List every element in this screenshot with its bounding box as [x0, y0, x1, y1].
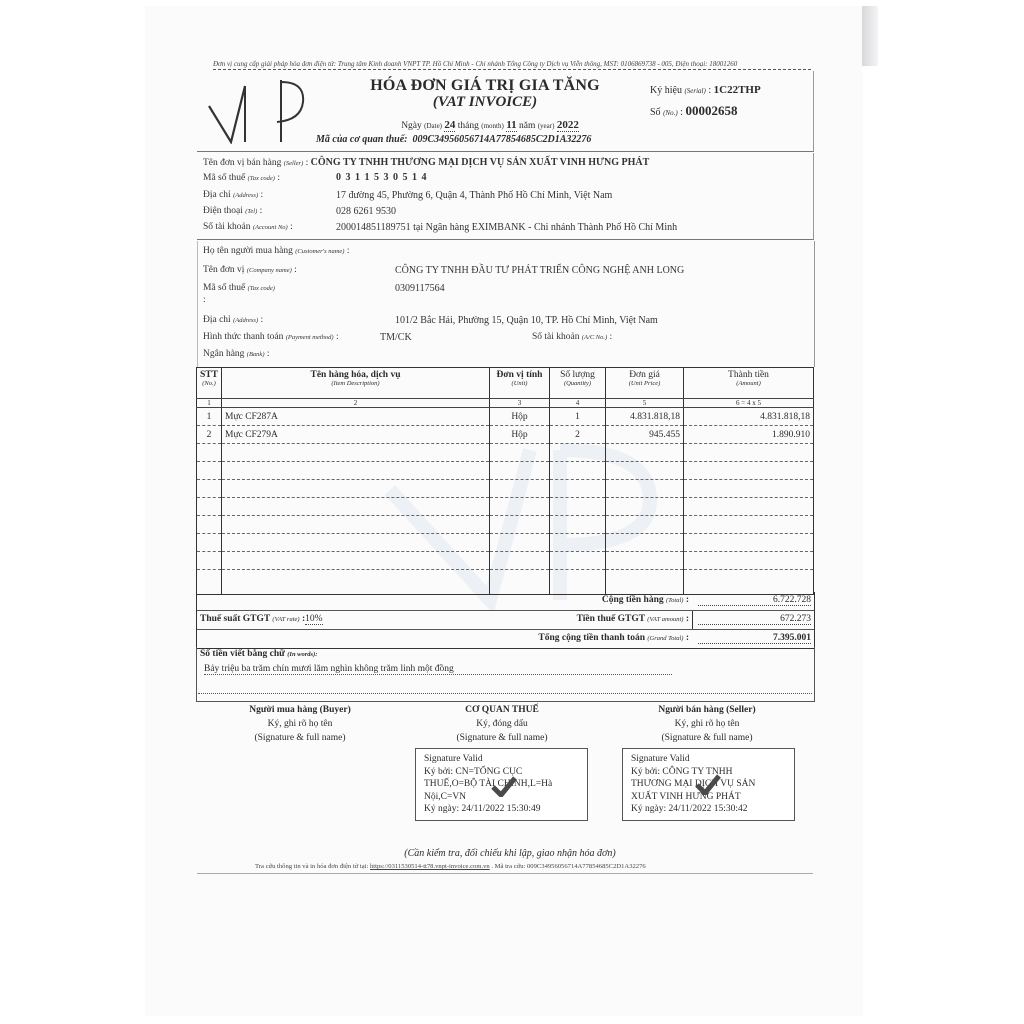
- footer-note: (Cần kiểm tra, đối chiếu khi lập, giao nhận hóa đơn): [404, 848, 616, 859]
- buyer-payment-label-text: Hình thức thanh toán: [203, 332, 284, 342]
- vat-row: [197, 611, 814, 630]
- seller-tax-label-text: Mã số thuế: [203, 173, 246, 183]
- buyer-payment-method: TM/CK: [380, 332, 412, 343]
- items-table: [196, 367, 814, 595]
- year-value: 2022: [556, 119, 579, 131]
- cell-quantity: 2: [550, 426, 606, 444]
- vat-rate-value: 10%: [305, 614, 323, 624]
- signed-by: THƯƠNG MẠI DỊCH VỤ SẢN: [631, 779, 756, 789]
- divider: [692, 611, 693, 629]
- buyer-tax-label: [203, 283, 275, 293]
- buyer-tax-code: 0309117564: [395, 283, 445, 294]
- buyer-signature-line2: (Signature & full name): [254, 733, 346, 743]
- year-label-en: (year): [537, 122, 555, 130]
- buyer-company-label: Tên đơn vị (Company name) :: [203, 265, 297, 275]
- cell-description: Mực CF287A: [222, 408, 490, 426]
- empty-table-row: [197, 570, 814, 595]
- serial-value: 1C22THP: [713, 84, 761, 96]
- seller-account: 200014851189751 tại Ngân hàng EXIMBANK - Chi nhánh Thành Phố Hồ Chí Minh: [336, 222, 678, 233]
- grand-total-label: Tổng cộng tiền thanh toán (Grand Total) :: [538, 633, 689, 643]
- signed-by: Ký bởi: CÔNG TY TNHH: [631, 766, 733, 777]
- col-header-amount: Thành tiền (Amount): [684, 368, 814, 399]
- buyer-address-label-text: Địa chỉ: [203, 315, 231, 325]
- vat-amount-value: 672.273: [698, 614, 811, 625]
- seller-address-label-text: Địa chỉ: [203, 190, 231, 200]
- vat-rate: Thuế suất GTGT (VAT rate) :10%: [200, 614, 323, 624]
- seller-address: 17 đường 45, Phường 6, Quận 4, Thành Phố Hồ Chí Minh, Việt Nam: [336, 190, 613, 201]
- empty-table-row: [197, 516, 814, 534]
- month-label-en: (month): [481, 122, 504, 130]
- seller-signature-line1: Ký, ghi rõ họ tên: [674, 719, 740, 729]
- buyer-tax-label-en: (Tax code): [247, 285, 275, 292]
- lookup-code-label: . Mã tra cứu:: [491, 863, 526, 870]
- signature-status: Signature Valid: [424, 754, 483, 764]
- empty-table-row: [197, 552, 814, 570]
- seller-account-label-text: Số tài khoản: [203, 222, 251, 232]
- buyer-address: 101/2 Bắc Hải, Phường 15, Quận 10, TP. Hồ Chí Minh, Việt Nam: [395, 315, 658, 326]
- seller-digital-signature[interactable]: [622, 748, 795, 821]
- col-header-unit-price: Đơn giá (Unit Price): [606, 368, 684, 399]
- seller-tel-label: Điện thoại (Tel) :: [203, 206, 263, 216]
- total-label: Cộng tiền hàng (Total) :: [601, 595, 689, 605]
- tax-authority-digital-signature[interactable]: [415, 748, 588, 821]
- buyer-customer-label-en: (Customer's name): [295, 248, 345, 255]
- index-cell: 6 = 4 x 5: [684, 399, 814, 408]
- provider-line: Đơn vị cung cấp giải pháp hóa đơn điện tử: Trung tâm Kinh doanh VNPT TP. Hồ Chí Minh - Chi nhánh Tổng Công ty Dịch vụ Viễn thông, MST: 0106869738 - 005, Điện thoại: 18001260: [213, 60, 811, 70]
- month-value: 11: [506, 119, 517, 131]
- cell-unit-price: 945.455: [606, 426, 684, 444]
- seller-signature-title: Người bán hàng (Seller): [658, 705, 756, 715]
- signed-by: Ký bởi: CN=TỔNG CỤC: [424, 766, 523, 777]
- buyer-bank-label-text: Ngân hàng: [203, 349, 245, 359]
- column-index-row: [197, 399, 814, 408]
- tax-authority-code: [316, 134, 591, 145]
- buyer-company: CÔNG TY TNHH ĐẦU TƯ PHÁT TRIỂN CÔNG NGHỆ ANH LONG: [395, 265, 685, 276]
- footer-lookup: [255, 863, 646, 870]
- buyer-company-label-text: Tên đơn vị: [203, 265, 245, 275]
- buyer-tax-colon: :: [203, 295, 206, 305]
- day-label: Ngày: [401, 121, 422, 131]
- table-header-row: [197, 368, 814, 399]
- cell-no: 1: [197, 408, 222, 426]
- signature-valid-check-icon: [695, 773, 721, 795]
- totals-section: [196, 592, 815, 649]
- buyer-address-label: Địa chỉ (Address) :: [203, 315, 264, 325]
- seller-signature-heading: [617, 703, 797, 745]
- cell-unit-price: 4.831.818,18: [606, 408, 684, 426]
- tax-authority-signature-title: CƠ QUAN THUẾ: [465, 705, 539, 715]
- lookup-code: 009C34956056714A77854685C2D1A32276: [526, 863, 646, 870]
- buyer-bank-label-en: (Bank): [246, 351, 265, 358]
- seller-name: CÔNG TY TNHH THƯƠNG MẠI DỊCH VỤ SẢN XUẤT VINH HƯNG PHÁT: [310, 157, 650, 168]
- empty-table-row: [197, 462, 814, 480]
- col-header-unit: Đơn vị tính (Unit): [490, 368, 550, 399]
- lookup-prefix: Tra cứu thông tin và in hóa đơn điện tử tại:: [255, 863, 369, 870]
- cell-quantity: 1: [550, 408, 606, 426]
- buyer-company-label-en: (Company name): [246, 267, 292, 274]
- seller-name-label-en: (Seller): [283, 160, 304, 167]
- signed-date: Ký ngày: 24/11/2022 15:30:42: [631, 804, 748, 814]
- buyer-account-label: Số tài khoản (A/C No.) :: [532, 332, 613, 342]
- seller-signature-line2: (Signature & full name): [661, 733, 753, 743]
- cell-amount: 4.831.818,18: [684, 408, 814, 426]
- invoice-title: HÓA ĐƠN GIÁ TRỊ GIA TĂNG: [370, 77, 600, 94]
- tax-authority-code-label: Mã của cơ quan thuế:: [316, 134, 408, 145]
- number-value: 00002658: [685, 103, 738, 118]
- tax-authority-signature-line1: Ký, đóng dấu: [476, 719, 528, 729]
- buyer-tax-label-text: Mã số thuế: [203, 283, 246, 293]
- serial-label: Ký hiệu: [650, 85, 682, 96]
- buyer-customer-label: Họ tên người mua hàng (Customer's name) :: [203, 246, 350, 256]
- empty-table-row: [197, 480, 814, 498]
- invoice-title-en: (VAT INVOICE): [432, 94, 538, 110]
- in-words-label: Số tiền viết bằng chữ (In words):: [200, 649, 318, 659]
- signed-by: THUẾ,O=BỘ TÀI CHÍNH,L=Hà: [424, 779, 553, 789]
- buyer-bank-label: Ngân hàng (Bank) :: [203, 349, 270, 359]
- col-header-quantity: Số lượng (Quantity): [550, 368, 606, 399]
- day-label-en: (Date): [424, 122, 443, 130]
- seller-tax-code: 0 3 1 1 5 3 0 5 1 4: [336, 172, 428, 183]
- table-row: [197, 426, 814, 444]
- cell-unit: Hộp: [490, 426, 550, 444]
- dotted-line: [198, 693, 812, 694]
- empty-table-row: [197, 444, 814, 462]
- col-header-description: Tên hàng hóa, dịch vụ (Item Description): [222, 368, 490, 399]
- seller-tel: 028 6261 9530: [336, 206, 396, 217]
- seller-tel-label-en: (Tel): [245, 208, 258, 215]
- buyer-payment-label: Hình thức thanh toán (Payment method) :: [203, 332, 339, 342]
- paper-edge-shadow: [862, 6, 878, 66]
- in-words-value: Bảy triệu ba trăm chín mươi lăm nghìn không trăm linh một đồng: [204, 664, 672, 675]
- day-value: 24: [444, 119, 456, 131]
- cell-unit: Hộp: [490, 408, 550, 426]
- buyer-account-label-en: (A/C No.): [581, 334, 608, 341]
- month-label: tháng: [457, 121, 479, 131]
- invoice-date: [340, 119, 640, 131]
- index-cell: 2: [222, 399, 490, 408]
- seller-address-label: Địa chỉ (Address) :: [203, 190, 264, 200]
- index-cell: 5: [606, 399, 684, 408]
- signature-status: Signature Valid: [631, 754, 690, 764]
- tax-authority-code-value: 009C34956056714A77854685C2D1A32276: [412, 134, 592, 145]
- buyer-signature-title: Người mua hàng (Buyer): [249, 705, 351, 715]
- buyer-signature-line1: Ký, ghi rõ họ tên: [267, 719, 333, 729]
- signed-date: Ký ngày: 24/11/2022 15:30:49: [424, 804, 541, 814]
- serial-label-en: (Serial): [684, 87, 706, 95]
- cell-description: Mực CF279A: [222, 426, 490, 444]
- serial: Ký hiệu (Serial) : 1C22THP: [650, 84, 761, 96]
- seller-account-label: Số tài khoản (Account No) :: [203, 222, 293, 232]
- buyer-signature-heading: [210, 703, 390, 745]
- vp-logo-icon: [205, 76, 305, 144]
- seller-account-label-en: (Account No): [252, 224, 288, 231]
- grand-total-value: 7.395.001: [698, 633, 811, 644]
- table-row: [197, 408, 814, 426]
- cell-amount: 1.890.910: [684, 426, 814, 444]
- empty-table-row: [197, 534, 814, 552]
- signed-by: XUẤT VINH HƯNG PHÁT: [631, 791, 741, 802]
- tax-authority-signature-heading: [412, 703, 592, 745]
- seller-tel-label-text: Điện thoại: [203, 206, 243, 216]
- seller-address-label-en: (Address): [233, 192, 259, 199]
- footer-divider: [197, 873, 813, 874]
- seller-tax-label: Mã số thuế (Tax code) :: [203, 173, 280, 183]
- index-cell: 3: [490, 399, 550, 408]
- buyer-customer-label-text: Họ tên người mua hàng: [203, 246, 293, 256]
- buyer-section: [197, 241, 815, 367]
- lookup-link[interactable]: https://0311530514-tt78.vnpt-invoice.com.vn: [369, 863, 490, 870]
- col-header-no: STT (No.): [197, 368, 222, 399]
- grand-total-row: [197, 630, 814, 648]
- vat-amount-label: Tiền thuế GTGT (VAT amount) :: [576, 614, 689, 624]
- total-value: 6.722.728: [698, 595, 811, 606]
- cell-no: 2: [197, 426, 222, 444]
- signature-valid-check-icon: [491, 775, 517, 797]
- number-label-en: (No.): [663, 109, 678, 117]
- empty-table-row: [197, 498, 814, 516]
- index-cell: 1: [197, 399, 222, 408]
- buyer-address-label-en: (Address): [233, 317, 259, 324]
- buyer-account-label-text: Số tài khoản: [532, 332, 580, 342]
- seller-tax-label-en: (Tax code): [247, 175, 275, 182]
- buyer-payment-label-en: (Payment method): [285, 334, 334, 341]
- number-label: Số: [650, 107, 661, 118]
- invoice-number: Số (No.) : 00002658: [650, 103, 738, 118]
- total-row: [197, 592, 814, 611]
- index-cell: 4: [550, 399, 606, 408]
- tax-authority-signature-line2: (Signature & full name): [456, 733, 548, 743]
- signed-by: Nội,C=VN: [424, 791, 467, 802]
- seller-name-row: Tên đơn vị bán hàng (Seller) : CÔNG TY TNHH THƯƠNG MẠI DỊCH VỤ SẢN XUẤT VINH HƯNG PHÁT: [203, 157, 650, 168]
- seller-name-label: Tên đơn vị bán hàng: [203, 158, 282, 168]
- year-label: năm: [518, 121, 536, 131]
